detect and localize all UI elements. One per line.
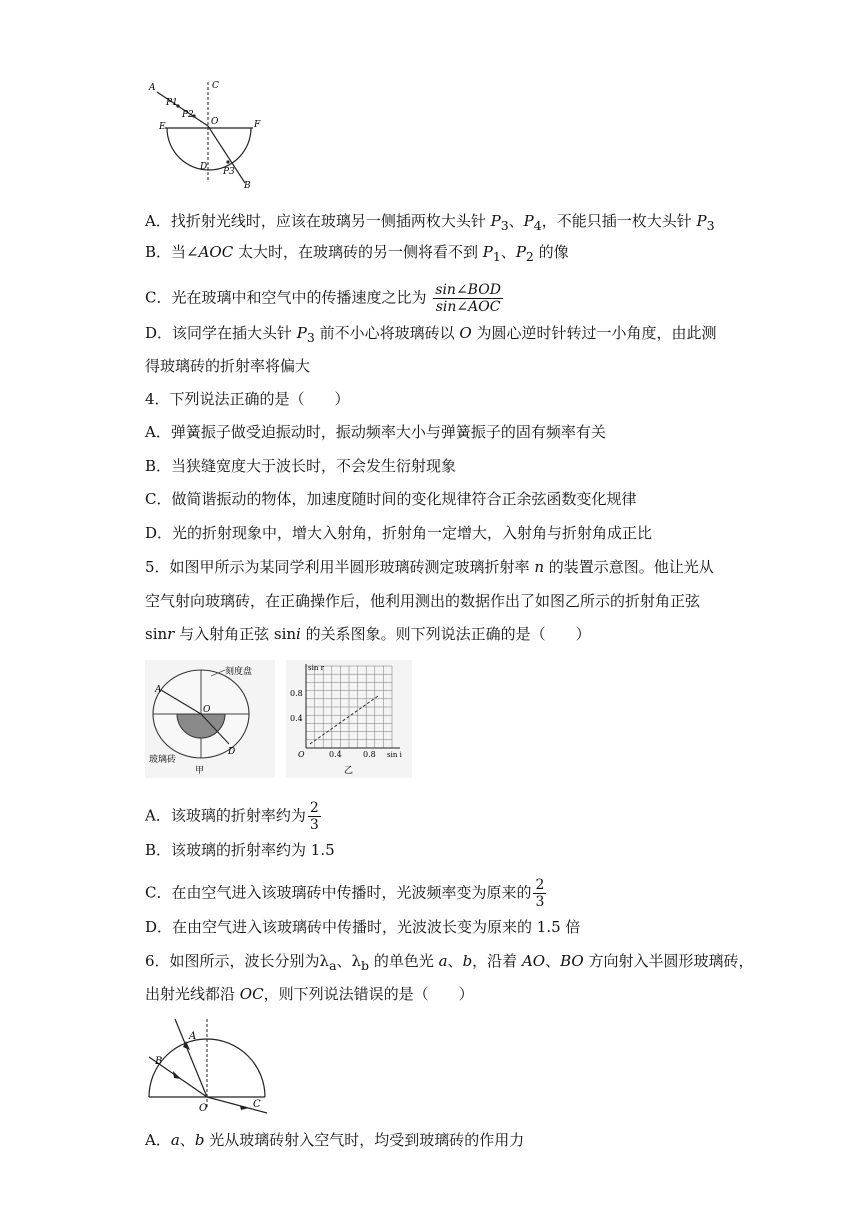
q3-option-c: C．光在玻璃中和空气中的传播速度之比为 $\frac{\text{sin∠BOD}}{\text{sin∠AOC}}$ bbox=[145, 282, 501, 315]
label-glass-brick: 玻璃砖 bbox=[149, 755, 177, 765]
q4-option-d: D．光的折射现象中，增大入射角，折射角一定增大，入射角与折射角成正比 bbox=[145, 524, 653, 542]
speed-ratio-fraction: $\frac{\text{sin∠BOD}}{\text{sin∠AOC}}$ bbox=[435, 282, 501, 315]
label-F: F bbox=[254, 120, 261, 130]
label-B: B bbox=[244, 181, 251, 191]
q5-stem-line1: 5．如图甲所示为某同学利用半圆形玻璃砖测定玻璃折射率 n 的装置示意图。他让光从 bbox=[145, 558, 714, 576]
q3-option-d: D．该同学在插大头针 $P_3$ 前不小心将玻璃砖以 O 为圆心逆时针转过一小角度，由此测 bbox=[145, 324, 717, 345]
label-jia: 甲 bbox=[195, 766, 205, 776]
figure-q6-semicircle bbox=[145, 1015, 275, 1115]
q4-option-a: A．弹簧振子做受迫振动时，振动频率大小与弹簧振子的固有频率有关 bbox=[145, 423, 606, 441]
q5-stem-line2: 空气射向玻璃砖，在正确操作后，他利用测出的数据作出了如图乙所示的折射角正弦 bbox=[145, 592, 701, 610]
label-O: O bbox=[203, 705, 211, 715]
q5-option-d: D．在由空气进入该玻璃砖中传播时，光波波长变为原来的 1.5 倍 bbox=[145, 918, 581, 936]
q4-option-c: C．做简谐振动的物体，加速度随时间的变化规律符合正余弦函数变化规律 bbox=[145, 490, 637, 508]
label-C: C bbox=[253, 1099, 261, 1110]
q6-option-a: A．a、b 光从玻璃砖射入空气时，均受到玻璃砖的作用力 bbox=[145, 1131, 525, 1149]
label-P2: P2 bbox=[182, 110, 194, 120]
q4-option-b: B．当狭缝宽度大于波长时，不会发生衍射现象 bbox=[145, 457, 457, 475]
label-D: D bbox=[228, 747, 236, 757]
label-D: D bbox=[200, 162, 208, 172]
label-P3: P3 bbox=[223, 167, 235, 177]
figure-yi-graph bbox=[286, 660, 412, 778]
q3-option-b: B．当∠AOC 太大时，在玻璃砖的另一侧将看不到 $P_1$、$P_2$ 的像 bbox=[145, 243, 569, 264]
q6-stem-line2: 出射光线都沿 OC，则下列说法错误的是（ ） bbox=[145, 985, 474, 1003]
label-O: O bbox=[199, 1103, 208, 1114]
q4-stem: 4．下列说法正确的是（ ） bbox=[145, 390, 350, 408]
fraction-two-thirds: $\frac{2}{3}$ bbox=[309, 800, 319, 833]
figure-refraction-semicircle bbox=[145, 78, 275, 193]
q5-option-b: B．该玻璃的折射率约为 1.5 bbox=[145, 841, 335, 859]
q3-option-d-cont: 得玻璃砖的折射率将偏大 bbox=[145, 357, 311, 375]
label-dial: 刻度盘 bbox=[225, 667, 253, 677]
q5-option-a: A．该玻璃的折射率约为 $\frac{2}{3}$ bbox=[145, 800, 319, 833]
label-C: C bbox=[212, 81, 219, 91]
figure-jia-protractor bbox=[145, 660, 275, 778]
label-yi: 乙 bbox=[344, 766, 354, 776]
q6-stem-line1: 6．如图所示，波长分别为$\lambda_a$、$\lambda_b$ 的单色光 a、b，沿着 AO、BO 方向射入半圆形玻璃砖， bbox=[145, 952, 754, 973]
label-A: A bbox=[189, 1031, 197, 1042]
y-axis-label: sin r bbox=[308, 664, 324, 672]
q5-stem-line3: sinr 与入射角正弦 sini 的关系图象。则下列说法正确的是（ ） bbox=[145, 625, 591, 643]
label-P1: P1 bbox=[166, 98, 178, 108]
y-tick-0.4: 0.4 bbox=[290, 714, 303, 723]
label-O: O bbox=[211, 117, 219, 127]
label-A: A bbox=[155, 685, 162, 695]
origin-label: O bbox=[298, 750, 305, 759]
label-A: A bbox=[149, 83, 156, 93]
label-E: E bbox=[159, 122, 166, 132]
x-tick-0.8: 0.8 bbox=[363, 750, 376, 759]
fraction-two-thirds: $\frac{2}{3}$ bbox=[535, 877, 545, 910]
x-tick-0.4: 0.4 bbox=[329, 750, 342, 759]
y-tick-0.8: 0.8 bbox=[290, 689, 303, 698]
q5-option-c: C．在由空气进入该玻璃砖中传播时，光波频率变为原来的 $\frac{2}{3}$ bbox=[145, 877, 545, 910]
label-B: B bbox=[155, 1056, 163, 1067]
q3-option-a: A．找折射光线时，应该在玻璃另一侧插两枚大头针 $P_3$、$P_4$，不能只插一枚大头针 $P_3$ bbox=[145, 212, 715, 233]
x-axis-label: sin i bbox=[387, 751, 402, 759]
